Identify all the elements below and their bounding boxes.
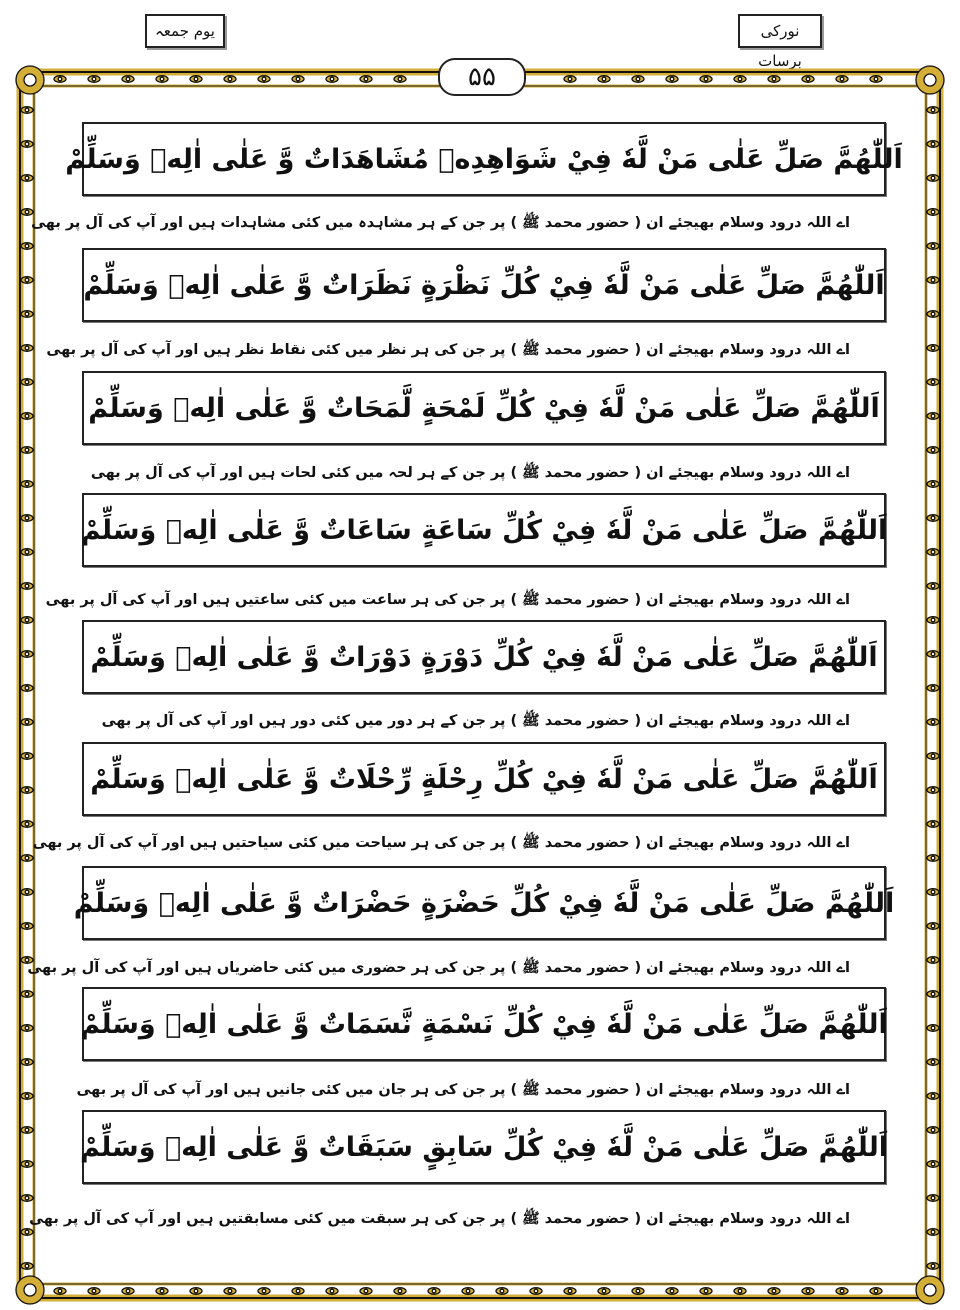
urdu-translation: اے اللہ درود وسلام بھیجئے ان ( حضور محمد ﷺ ) پر جن کی ہر سبقت میں کئی مسابقتیں ہیں اور آپ کی آل پر بھی	[29, 1211, 850, 1227]
urdu-translation: اے اللہ درود وسلام بھیجئے ان ( حضور محمد ﷺ ) پر جن کی ہر سیاحت میں کئی سیاحتیں ہیں اور آپ کی آل پر بھی	[32, 835, 850, 851]
arabic-verse: اَللّٰهُمَّ صَلِّ عَلٰى مَنْ لَّهٗ فِيْ كُلِّ لَمْحَةٍ لَّمَحَاتٌ وَّ عَلٰى اٰلِهٖ وَسَلِّمْ	[88, 392, 880, 424]
verse-box	[82, 371, 886, 445]
urdu-translation: اے اللہ درود وسلام بھیجئے ان ( حضور محمد ﷺ ) پر جن کی ہر نظر میں کئی نقاط نظر ہیں اور آپ کی آل پر بھی	[46, 342, 850, 358]
page-number: ۵۵	[438, 58, 526, 96]
arabic-verse: اَللّٰهُمَّ صَلِّ عَلٰى مَنْ لَّهٗ فِيْ كُلِّ سَابِقٍ سَبَقَاتٌ وَّ عَلٰى اٰلِهٖ وَسَلِّمْ	[79, 1131, 888, 1163]
verse-box	[65, 122, 903, 196]
arabic-verse: اَللّٰهُمَّ صَلِّ عَلٰى مَنْ لَّهٗ فِيْ كُلِّ نَظْرَةٍ نَظَرَاتٌ وَّ عَلٰى اٰلِهٖ وَسَلِّمْ	[83, 269, 885, 301]
arabic-verse: اَللّٰهُمَّ صَلِّ عَلٰى مَنْ لَّهٗ فِيْ شَوَاهِدِهٖ مُشَاهَدَاتٌ وَّ عَلٰى اٰلِهٖ وَسَلِّمْ	[65, 143, 903, 175]
urdu-translation: اے اللہ درود وسلام بھیجئے ان ( حضور محمد ﷺ ) پر جن کے ہر دور میں کئی دور ہیں اور آپ کی آل پر بھی	[101, 713, 850, 729]
verse-box	[73, 866, 895, 940]
arabic-verse: اَللّٰهُمَّ صَلِّ عَلٰى مَنْ لَّهٗ فِيْ كُلِّ حَضْرَةٍ حَضْرَاتٌ وَّ عَلٰى اٰلِهٖ وَسَلِّمْ	[73, 887, 895, 919]
verse-box	[82, 987, 886, 1061]
verse-box	[82, 493, 886, 567]
urdu-translation: اے اللہ درود وسلام بھیجئے ان ( حضور محمد ﷺ ) پر جن کی ہر حضوری میں کئی حاضریاں ہیں اور آپ کی آل پر بھی	[27, 960, 850, 976]
urdu-translation: اے اللہ درود وسلام بھیجئے ان ( حضور محمد ﷺ ) پر جن کی ہر جان میں کئی جانیں ہیں اور آپ کی آل پر بھی	[76, 1082, 850, 1098]
urdu-translation: اے اللہ درود وسلام بھیجئے ان ( حضور محمد ﷺ ) پر جن کے ہر مشاہدہ میں کئی مشاہدات ہیں اور آپ کی آل پر بھی	[31, 215, 850, 231]
arabic-verse: اَللّٰهُمَّ صَلِّ عَلٰى مَنْ لَّهٗ فِيْ كُلِّ رِحْلَةٍ رِّحْلَاتٌ وَّ عَلٰى اٰلِهٖ وَسَلِّمْ	[90, 763, 878, 795]
verse-box	[82, 248, 886, 322]
verse-box	[79, 1110, 888, 1184]
urdu-translation: اے اللہ درود وسلام بھیجئے ان ( حضور محمد ﷺ ) پر جن کی ہر ساعت میں کئی ساعتیں ہیں اور آپ کی آل پر بھی	[45, 592, 850, 608]
verse-box	[82, 620, 886, 694]
arabic-verse: اَللّٰهُمَّ صَلِّ عَلٰى مَنْ لَّهٗ فِيْ كُلِّ نَسْمَةٍ نَّسَمَاتٌ وَّ عَلٰى اٰلِهٖ وَسَلِّمْ	[80, 1008, 888, 1040]
arabic-verse: اَللّٰهُمَّ صَلِّ عَلٰى مَنْ لَّهٗ فِيْ كُلِّ سَاعَةٍ سَاعَاتٌ وَّ عَلٰى اٰلِهٖ وَسَلِّمْ	[80, 514, 888, 546]
header-left-label: یوم جمعہ	[145, 14, 225, 48]
urdu-translation: اے اللہ درود وسلام بھیجئے ان ( حضور محمد ﷺ ) پر جن کے ہر لحہ میں کئی لحات ہیں اور آپ کی آل پر بھی	[90, 465, 850, 481]
arabic-verse: اَللّٰهُمَّ صَلِّ عَلٰى مَنْ لَّهٗ فِيْ كُلِّ دَوْرَةٍ دَوْرَاتٌ وَّ عَلٰى اٰلِهٖ وَسَلِّمْ	[90, 641, 878, 673]
header-right-label: نورکی برسات	[738, 14, 822, 48]
verse-box	[82, 742, 886, 816]
